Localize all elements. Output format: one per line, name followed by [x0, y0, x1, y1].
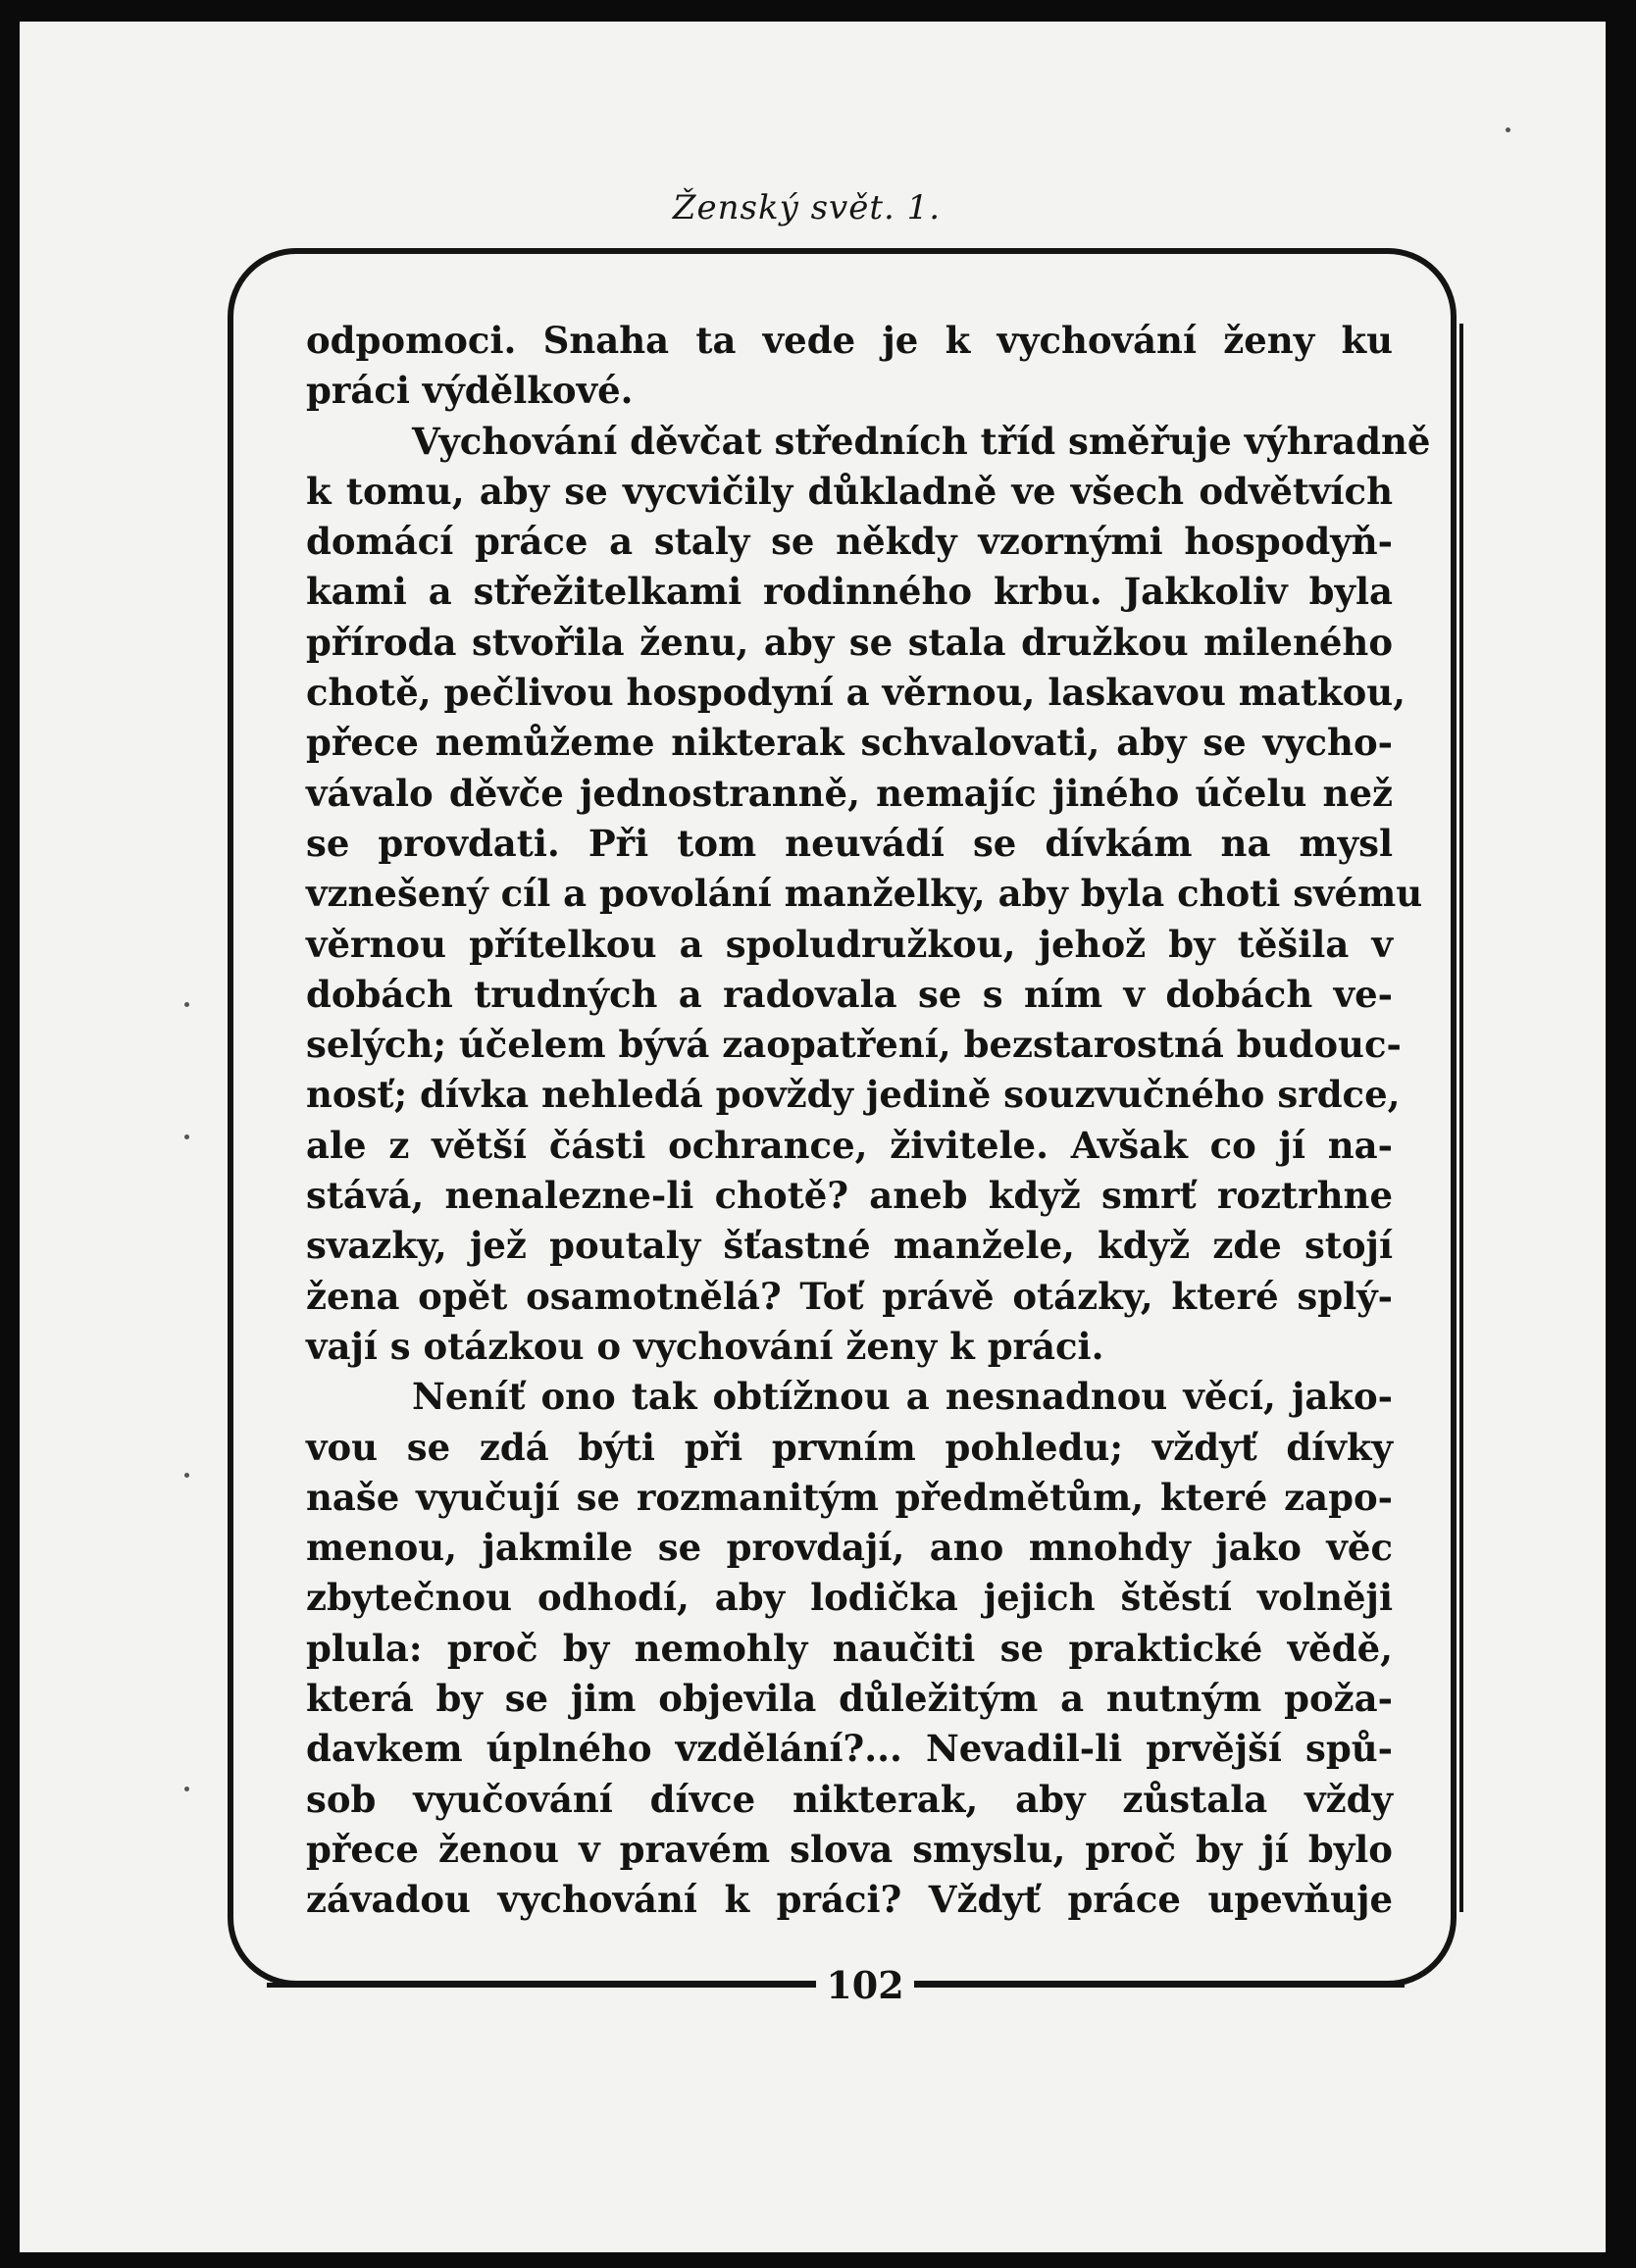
text-line: svazky, jež poutaly šťastné manžele, když zde stojí	[306, 1224, 1393, 1268]
text-line: závadou vychování k práci? Vždyť práce upevňuje	[306, 1878, 1393, 1922]
page-edge-strip	[1594, 22, 1606, 2252]
scan-speck	[1506, 127, 1510, 132]
text-line: zbytečnou odhodí, aby lodička jejich štěstí volněji	[306, 1576, 1393, 1620]
text-line: domácí práce a staly se někdy vzornými hospodyň-	[306, 520, 1393, 564]
text-line: plula: proč by nemohly naučiti se praktické vědě,	[306, 1626, 1393, 1670]
text-line: naše vyučují se rozmanitým předmětům, které zapo-	[306, 1475, 1393, 1519]
text-line: žena opět osamotnělá? Toť právě otázky, které splý-	[306, 1274, 1393, 1318]
page-number: 102	[816, 1956, 914, 2015]
text-line: odpomoci. Snaha ta vede je k vychování ženy ku	[306, 319, 1393, 362]
footer-rule-left	[267, 1983, 816, 1988]
text-line: ale z větší části ochrance, živitele. Avšak co jí na-	[306, 1123, 1393, 1167]
text-line: dobách trudných a radovala se s ním v dobách ve-	[306, 972, 1393, 1016]
text-line: menou, jakmile se provdají, ano mnohdy jako věc	[306, 1526, 1393, 1570]
text-line: sob vyučování dívce nikterak, aby zůstala vždy	[306, 1777, 1393, 1821]
footer-rule-right	[914, 1983, 1405, 1988]
text-line: vou se zdá býti při prvním pohledu; vždyť dívky	[306, 1425, 1393, 1469]
text-line: vávalo děvče jednostranně, nemajíc jiného účelu než	[306, 771, 1393, 815]
text-frame-accent	[1459, 324, 1463, 1912]
page-footer	[228, 1956, 1457, 2015]
text-line: Vychování děvčat středních tříd směřuje výhradně	[412, 419, 1431, 463]
text-line: kami a střežitelkami rodinného krbu. Jakkoliv byla	[306, 570, 1393, 614]
text-line: davkem úplného vzdělání?... Nevadil-li prvější spů-	[306, 1727, 1393, 1771]
running-head: Ženský svět. 1.	[672, 188, 942, 227]
scan-speck	[184, 1134, 189, 1139]
text-line: nosť; dívka nehledá povždy jedině souzvučného srdce,	[306, 1073, 1401, 1117]
text-line: přece nemůžeme nikterak schvalovati, aby se vycho-	[306, 721, 1393, 765]
scan-speck	[184, 1787, 189, 1791]
text-line: stává, nenalezne-li chotě? aneb když smrť roztrhne	[306, 1174, 1393, 1218]
scan-speck	[184, 1473, 189, 1478]
text-line: přece ženou v pravém slova smyslu, proč by jí bylo	[306, 1827, 1393, 1871]
text-line: se provdati. Při tom neuvádí se dívkám na mysl	[306, 821, 1393, 865]
text-line: selých; účelem bývá zaopatření, bezstarostná budouc-	[306, 1023, 1402, 1067]
text-line: příroda stvořila ženu, aby se stala družkou mileného	[306, 620, 1393, 664]
text-line: vají s otázkou o vychování ženy k práci.	[306, 1324, 1104, 1368]
text-line: která by se jim objevila důležitým a nutným poža-	[306, 1677, 1393, 1721]
text-line: Neníť ono tak obtížnou a nesnadnou věcí, jako-	[412, 1375, 1393, 1419]
text-line: k tomu, aby se vycvičily důkladně ve všech odvětvích	[306, 469, 1393, 513]
text-line: věrnou přítelkou a spoludružkou, jehož by těšila v	[306, 922, 1393, 966]
body-text	[306, 316, 1431, 1926]
scan-speck	[184, 1002, 189, 1007]
text-line: chotě, pečlivou hospodyní a věrnou, laskavou matkou,	[306, 671, 1406, 715]
text-line: vznešený cíl a povolání manželky, aby byla choti svému	[306, 872, 1423, 916]
text-line: práci výdělkové.	[306, 369, 634, 413]
